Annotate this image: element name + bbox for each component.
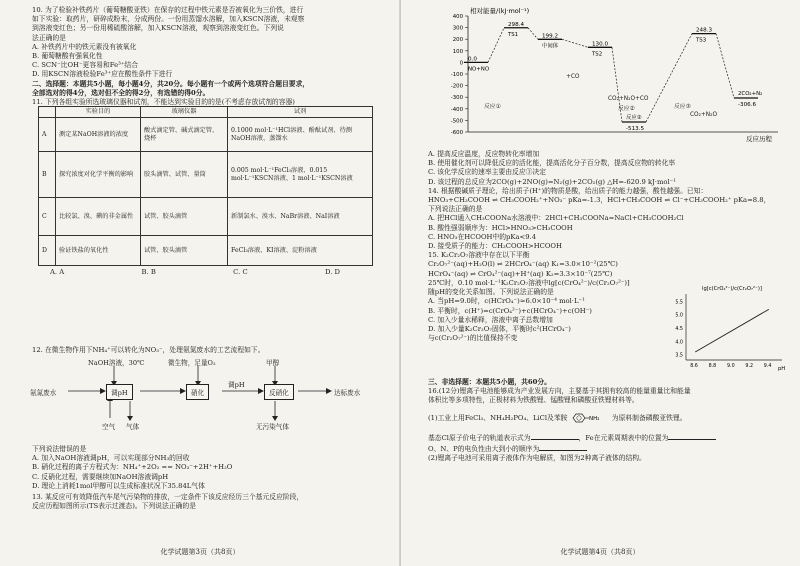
y-tick-label: 400 — [452, 14, 463, 20]
question-12 — [32, 346, 387, 355]
q12-stem: 12. 在微生物作用下NH₄⁺可以转化为NO₃⁻，处理氨氮废水的工艺流程如下。 — [32, 346, 265, 354]
q16-stem: 16.(12分)锂离子电池能够成为产业发展方向，主要基于其拥有较高的能量重量比和能量 — [428, 387, 691, 396]
q11-answer-b: B. B — [141, 268, 156, 276]
q11-table — [38, 106, 373, 266]
table-cell: 0.1000 mol·L⁻¹HCl溶液、酚酞试剂、待测NaOH溶液、蒸馏水 — [228, 118, 373, 152]
q15-stem: 15. K₂Cr₂O₇溶液中存在以下平衡 — [428, 251, 530, 260]
q11-table-wrap — [38, 106, 373, 277]
q10-option-b: B. 葡萄糖酸有强氧化性 — [32, 52, 103, 61]
table-cell: 0.005 mol·L⁻¹FeCl₃溶液、0.015 mol·L⁻¹KSCN溶液、1 mol·L⁻¹KSCN溶液 — [228, 152, 373, 198]
q15-option-a: A. 当pH=9.0时，c(HCrO₄⁻)≈6.0×10⁻⁴ mol·L⁻¹ — [428, 297, 585, 306]
y-tick-label: -200 — [450, 83, 463, 90]
energy-connector — [716, 34, 734, 98]
stage-label: 反应③ — [674, 104, 691, 110]
energy-value-label: 199.2 — [542, 33, 559, 40]
q16-sub3-text: O、N、P的电负性由大到小的顺序为 — [428, 444, 540, 453]
energy-series — [464, 22, 762, 132]
q15-body — [428, 279, 658, 343]
answer-blank[interactable] — [539, 443, 587, 451]
mini-ticks — [675, 299, 771, 369]
q14-stem: 14. 根据酸碱质子理论，给出质子(H⁺)的物质是酸，给出质子的能力越强，酸性越强。已知： — [428, 186, 708, 195]
q12-option-a: A. 加入NaOH溶液调pH，可以实现部分NH₃的回收 — [32, 454, 190, 463]
mini-y-tick: 5.0 — [675, 313, 683, 319]
svg-text:NH₂: NH₂ — [588, 415, 600, 422]
page-footer-left: 化学试题第3页（共8页） — [160, 548, 240, 556]
state-label: NO+NO — [468, 66, 490, 73]
section-2-heading: 全部选对的得4分，选对但不全的得2分，有选错的得0分。 — [32, 88, 210, 97]
flow-reagent-1: NaOH溶液，30℃ — [88, 359, 145, 367]
state-label: 中间体 — [542, 43, 559, 50]
y-tick-label: 200 — [452, 37, 463, 44]
q16-sub3 — [428, 443, 788, 454]
state-label: TS3 — [696, 37, 707, 44]
stage-label: CO₂+N₂O — [690, 112, 718, 118]
energy-profile-chart — [428, 4, 788, 146]
q15-condition-2: 随pH的变化关系如图。下列说法正确的是 — [428, 288, 554, 297]
table-row — [39, 152, 373, 198]
answer-blank[interactable] — [668, 432, 716, 440]
q10-line: 10. 为了检验补铁药片（葡萄糖酸亚铁）在保存的过程中铁元素是否被氧化为三价铁，进行 — [32, 6, 304, 14]
energy-connector — [562, 39, 588, 47]
q12-lead: 下列说法错误的是 — [32, 445, 87, 453]
question-10 — [32, 6, 387, 107]
q16-sub1 — [428, 412, 788, 424]
table-cell: 试管、胶头滴管 — [141, 236, 228, 266]
table-cell: A — [39, 118, 56, 152]
energy-connector — [488, 28, 504, 63]
flow-output: 达标废水 — [334, 389, 361, 397]
q15-eq1: Cr₂O₇²⁻(aq)+H₂O(l) ⇌ 2HCrO₄⁻(aq) K₁=3.0×10⁻²(25℃) — [428, 260, 618, 269]
q10-option-d: D. 用KSCN溶液检验Fe³⁺应在酸性条件下进行 — [32, 70, 173, 79]
q11-stem: 11. 下列各组实验所选玻璃仪器和试剂，不能达到实验目的的是(不考虑存放试剂的容器) — [32, 98, 295, 107]
section-3-heading: 三、非选择题：本题共5小题，共60分。 — [428, 378, 551, 386]
mini-xlabel: pH — [778, 366, 786, 372]
mini-y-tick: 5.5 — [675, 300, 683, 306]
header-cell: 玻璃仪器 — [141, 107, 228, 118]
stage-label: 反应② — [618, 106, 635, 112]
stage-label: 反应① — [484, 104, 501, 110]
y-tick-label: -600 — [450, 130, 463, 136]
mini-x-tick: 9.0 — [727, 364, 735, 369]
mini-x-tick: 9.2 — [745, 364, 754, 369]
mini-ylabel: lg[c(CrO₄²⁻)/c(Cr₂O₇²⁻)] — [702, 286, 762, 292]
q12-options — [32, 445, 387, 511]
table-cell: 新制氯水、溴水、NaBr溶液、NaI溶液 — [228, 198, 373, 236]
flow-step-denitrification: 反硝化 — [264, 384, 294, 400]
energy-value-label: 130.0 — [592, 41, 609, 48]
y-tick-label: -500 — [450, 118, 463, 125]
flow-input: 氨氮废水 — [30, 389, 57, 397]
mini-y-tick: 4.5 — [675, 327, 683, 332]
header-cell: 实验目的 — [56, 107, 141, 118]
energy-value-label: 298.4 — [508, 21, 525, 28]
table-row — [39, 198, 373, 236]
table-row — [39, 236, 373, 266]
q14-stem: 下列说法正确的是 — [428, 205, 483, 214]
q16-sub2-text: 基态Cl原子价电子的轨道表示式为 — [428, 433, 531, 442]
mini-x-tick: 8.8 — [708, 364, 717, 369]
mini-y-tick: 3.5 — [675, 353, 683, 359]
mini-x-tick: 8.6 — [690, 364, 698, 369]
q14-stem: HNO₃+CH₃COOH ⇌ CH₃COOH₂⁺+NO₃⁻ pKa=-1.3，HCl+CH₃COOH ⇌ Cl⁻+CH₃COOH₂⁺ pKa=8.8， — [428, 196, 771, 205]
state-label: 2CO₂+N₂ — [738, 90, 763, 97]
q14-option-d: D. 接受质子的能力：CH₃COOH>HCOOH — [428, 242, 562, 251]
answer-blank[interactable] — [531, 432, 579, 440]
q10-option-c: C. SCN⁻比OH⁻更容易和Fe³⁺结合 — [32, 61, 139, 70]
energy-value-label: 248.3 — [696, 27, 713, 34]
page-footer-right: 化学试题第4页（共8页） — [560, 548, 640, 556]
table-cell: 探究浓度对化学平衡的影响 — [56, 152, 141, 198]
q12-option-b: B. 硝化过程的离子方程式为：NH₄⁺+2O₂ == NO₃⁻+2H⁺+H₂O — [32, 463, 233, 472]
y-tick-label: -100 — [450, 72, 463, 78]
q15-option-d-cont: 与c(Cr₂O₇²⁻)的比值保持不变 — [428, 334, 518, 343]
q15-option-c: C. 加入少量水稀释，溶液中离子总数增加 — [428, 315, 553, 324]
aniline-structure — [570, 412, 610, 424]
table-cell: FeCl₃溶液、KI溶液、淀粉溶液 — [228, 236, 373, 266]
q16-sub4: (2)锂离子电池可采用离子液体作为电解质，如图为2种离子液体的结构。 — [428, 454, 646, 463]
q14-option-c: C. HNO₃在HCOOH中的pKa<9.4 — [428, 232, 537, 241]
table-cell: 比较氯、溴、碘的非金属性 — [56, 198, 141, 236]
header-cell — [39, 107, 56, 118]
q16-stem: 体积比等多项特性，正极材料为铁酸锂、锰酸锂和磷酸亚铁锂材料等。 — [428, 396, 639, 405]
mini-y-tick: 4.0 — [675, 340, 683, 346]
y-tick-label: -400 — [450, 106, 463, 113]
state-label: TS1 — [508, 31, 519, 38]
q12-flow-diagram — [30, 356, 370, 434]
y-ticks — [451, 14, 468, 136]
flow-reagent-2: 微生物，足量O₂ — [168, 359, 216, 367]
q13-option-b: B. 使用催化剂可以降低反应的活化能，提高活化分子百分数，提高反应物的转化率 — [428, 159, 676, 168]
mini-x-tick: 9.4 — [763, 364, 772, 369]
q12-option-d: D. 理论上消耗1mol甲醇可以生成标准状况下35.84L气体 — [32, 481, 205, 490]
y-tick-label: 0 — [459, 60, 463, 67]
energy-value-label: -306.6 — [738, 101, 757, 108]
flow-step-nitrification: 硝化 — [186, 384, 209, 400]
q11-answer-c: C. C — [233, 268, 248, 276]
flow-step-adjust-ph: 调pH — [106, 384, 133, 400]
q15-eq2: HCrO₄⁻(aq) ⇌ CrO₄²⁻(aq)+H⁺(aq) K₂=3.3×10⁻⁷(25℃) — [428, 269, 613, 278]
q10-line: 法正确的是 — [32, 33, 66, 42]
table-row — [39, 118, 373, 152]
q13-stem: 13. 某反应可有效降低汽车尾气污染物的排放，一定条件下该反应经历三个基元反应阶段， — [32, 493, 304, 502]
q12-option-c: C. 反硝化过程，需要继续加NaOH溶液调pH — [32, 472, 169, 481]
table-header-row — [39, 107, 373, 118]
chart-ylabel: 相对能量/(kJ·mol⁻¹) — [470, 7, 530, 15]
table-cell: C — [39, 198, 56, 236]
q13-stem: 反应历程如图所示(TS表示过渡态)。下列说法正确的是 — [32, 502, 197, 511]
q15-option-d: D. 加入少量K₂Cr₂O₇固体，平衡时c²(HCrO₄⁻) — [428, 325, 571, 334]
q10-line: 如下实验：取药片，研碎成粉末，分成两份。一份用蒸馏水溶解，加入KSCN溶液，未观察 — [32, 15, 305, 24]
q16-sub2 — [428, 432, 788, 443]
q16-sub1-tail: 为原料制备磷酸亚铁锂。 — [611, 413, 687, 422]
flow-air: 空气 — [102, 423, 116, 431]
chart-xlabel: 反应历程 — [746, 135, 772, 143]
q15-mini-chart — [662, 282, 790, 374]
table-cell: 测定某NaOH溶液的浓度 — [56, 118, 141, 152]
section-3 — [428, 378, 788, 463]
q13-options — [428, 150, 788, 279]
stage-label: +CO — [566, 74, 580, 80]
energy-connector — [528, 28, 538, 40]
state-label: 反应② — [626, 114, 642, 121]
right-page — [400, 0, 800, 566]
mini-series-line — [695, 309, 769, 352]
flow-clean-gas: 无污染气体 — [256, 423, 289, 431]
q11-answer-d: D. D — [325, 268, 340, 276]
arrow-head — [326, 388, 332, 394]
energy-value-label: 0.0 — [468, 56, 477, 63]
mini-chart-svg — [662, 282, 790, 374]
energy-value-label: -513.5 — [626, 125, 645, 132]
q14-option-a: A. 把HCl通入CH₃COONa水溶液中：2HCl+CH₃COONa=NaCl+CH₃COOH₂Cl — [428, 214, 684, 223]
flow-mid-label: 调pH — [228, 381, 245, 389]
q10-line: 到溶液变红色；另一份用稀硫酸溶解，加入KSCN溶液，观察到溶液变红色。下列说 — [32, 24, 284, 33]
table-cell: 验证铁盐的氧化性 — [56, 236, 141, 266]
stage-label: CO₂+N₂O+CO — [608, 96, 649, 102]
q14-option-b: B. 酸性强弱顺序为：HCl>HNO₃>CH₃COOH — [428, 223, 573, 232]
header-cell: 试剂 — [228, 107, 373, 118]
state-label: TS2 — [592, 51, 603, 58]
energy-chart-svg — [428, 4, 788, 146]
q11-answers — [50, 268, 340, 277]
table-cell: D — [39, 236, 56, 266]
y-tick-label: 300 — [452, 25, 463, 32]
q13-option-d: D. 该过程的总反应为2CO(g)+2NO(g)=N₂(g)+2CO₂(g) △H=-620.9 kJ·mol⁻¹ — [428, 177, 676, 186]
table-cell: B — [39, 152, 56, 198]
q16-sub1-text: (1)工业上用FeCl₃、NH₄H₂PO₄、LiCl及苯胺 — [428, 413, 568, 422]
table-cell: 试管、胶头滴管 — [141, 198, 228, 236]
y-tick-label: 100 — [452, 48, 463, 55]
q15-condition: 25℃时，0.10 mol·L⁻¹K₂Cr₂O₇溶液中lg[c(CrO₄²⁻)/c(Cr₂O₇²⁻)] — [428, 279, 630, 287]
q10-option-a: A. 补铁药片中的铁元素没有被氧化 — [32, 42, 137, 51]
q13-option-a: A. 提高反应温度，反应物转化率增加 — [428, 150, 540, 158]
section-2-heading: 二、选择题：本题共5小题，每小题4分，共20分。每小题有一个或两个选项符合题目要求， — [32, 79, 310, 88]
q13-option-c: C. 该化学反应的速率主要由反应③决定 — [428, 168, 547, 177]
flow-gas: 气体 — [126, 423, 140, 431]
y-tick-label: -300 — [450, 95, 463, 102]
table-cell: 胶头滴管、试管、量筒 — [141, 152, 228, 198]
q15-option-b: B. 平衡时，c(H⁺)=c(CrO₄²⁻)+c(HCrO₄⁻)+c(OH⁻) — [428, 306, 592, 315]
q16-sub2b-text: ，Fe在元素周期表中的位置为 — [578, 433, 669, 442]
table-cell: 酸式滴定管、碱式滴定管、烧杯 — [141, 118, 228, 152]
q11-answer-a: A. A — [50, 268, 65, 276]
flow-reagent-3: 甲醇 — [266, 359, 280, 367]
